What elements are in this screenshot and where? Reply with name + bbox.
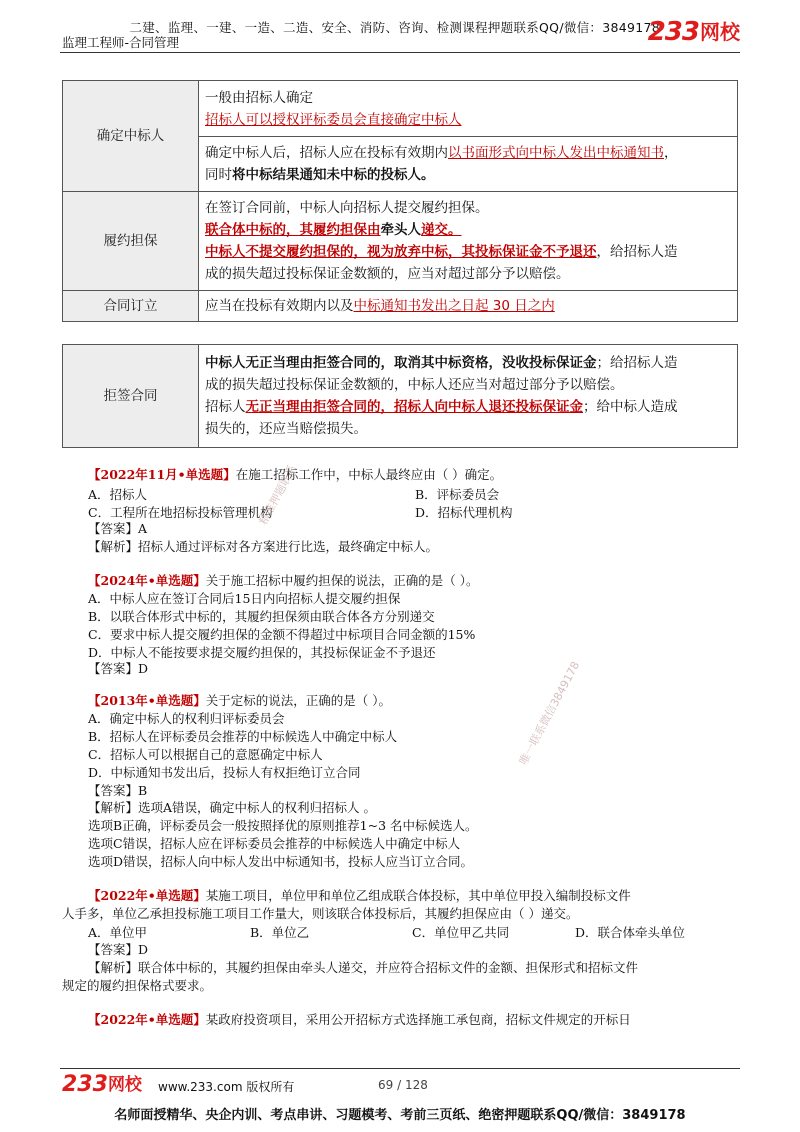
option-a: A．确定中标人的权利归评标委员会	[88, 711, 285, 726]
highlight-text: 中标人不提交履约担保的，视为放弃中标，其投标保证金不予退还	[205, 244, 597, 260]
cell-text: ，给招标人造	[596, 244, 678, 260]
answer: 【答案】D	[88, 942, 149, 957]
footer-copyright: www.233.com 版权所有	[158, 1080, 295, 1094]
analysis: 【解析】招标人通过评标对各方案进行比选，最终确定中标人。	[88, 539, 439, 554]
option-a: A．单位甲	[88, 925, 148, 940]
cell-text: 一般由招标人确定	[205, 90, 313, 106]
row-label: 拒签合同	[63, 345, 199, 448]
cell-text: 在签订合同前，中标人向招标人提交履约担保。	[205, 200, 489, 216]
question-5-stem	[88, 1011, 631, 1030]
question-text: 人手多，单位乙承担投标施工项目工作量大，则该联合体投标后，其履约担保应由（ ）递交。	[62, 906, 579, 921]
question-text: 关于施工招标中履约担保的说法，正确的是（ ）。	[205, 573, 479, 588]
highlight-text: 牵头人	[380, 222, 421, 238]
option-b: B．招标人在评标委员会推荐的中标候选人中确定中标人	[88, 729, 398, 744]
analysis-line: 选项D错误，招标人向中标人发出中标通知书，投标人应当订立合同。	[88, 854, 474, 869]
bid-award-table	[62, 80, 738, 322]
watermark: 唯一联系微信3849178	[516, 659, 583, 768]
row-label: 合同订立	[63, 291, 199, 322]
watermark: 精准押题联系	[256, 462, 300, 528]
option-b: B．评标委员会	[415, 487, 500, 502]
highlight-text: 中标通知书发出之日起 30 日之内	[353, 298, 555, 314]
question-tag: 【2022年•单选题】	[88, 1012, 206, 1027]
brand-logo	[648, 14, 740, 46]
option-b: B．单位乙	[250, 925, 310, 940]
question-text: 关于定标的说法，正确的是（ ）。	[205, 693, 392, 708]
analysis: 【解析】联合体中标的，其履约担保由牵头人递交，并应符合招标文件的金额、担保形式和招标文件	[88, 960, 639, 975]
header-courses: 二建、监理、一建、一造、二造、安全、消防、咨询、检测课程押题联系QQ/微信：3849178	[129, 20, 660, 35]
table-cell	[199, 291, 738, 322]
answer: 【答案】B	[88, 783, 148, 798]
logo-number: 233	[62, 1072, 108, 1097]
option-c: C．招标人可以根据自己的意愿确定中标人	[88, 747, 323, 762]
analysis-line: 选项C错误，招标人应在评标委员会推荐的中标候选人中确定中标人	[88, 836, 461, 851]
cell-text: 成的损失超过投标保证金数额的，中标人还应当对超过部分予以赔偿。	[205, 377, 624, 393]
footer-divider	[60, 1068, 740, 1069]
option-a: A．中标人应在签订合同后15日内向招标人提交履约担保	[88, 591, 401, 606]
answer: 【答案】A	[88, 521, 148, 536]
answer: 【答案】D	[88, 661, 149, 676]
cell-text: 确定中标人后，招标人应在投标有效期内	[205, 145, 448, 161]
option-b: B．以联合体形式中标的，其履约担保须由联合体各方分别递交	[88, 609, 435, 624]
analysis-line: 选项B正确，评标委员会一般按照择优的原则推荐1~3 名中标候选人。	[88, 818, 478, 833]
logo-text: 网校	[107, 1075, 142, 1095]
table-row	[63, 291, 738, 322]
option-d: D．联合体牵头单位	[575, 925, 686, 940]
table-row	[63, 81, 738, 137]
cell-text: 成的损失超过投标保证金数额的，应当对超过部分予以赔偿。	[205, 266, 570, 282]
highlight-text: 无正当理由拒签合同的，招标人向中标人退还投标保证金	[245, 399, 583, 415]
question-tag: 【2022年11月•单选题】	[88, 467, 236, 482]
cell-text: ，	[664, 145, 678, 161]
table-cell	[199, 192, 738, 291]
option-d: D．中标通知书发出后，投标人有权拒绝订立合同	[88, 765, 361, 780]
question-tag: 【2024年•单选题】	[88, 573, 206, 588]
header-divider	[60, 52, 740, 53]
question-text: 在施工招标工作中，中标人最终应由（ ）确定。	[235, 467, 503, 482]
cell-text: 损失的，还应当赔偿损失。	[205, 421, 367, 437]
highlight-text: 招标人可以授权评标委员会直接确定中标人	[205, 112, 462, 128]
table-cell	[199, 345, 738, 448]
question-text: 某政府投资项目，采用公开招标方式选择施工承包商，招标文件规定的开标日	[205, 1012, 631, 1027]
table-row	[63, 345, 738, 448]
row-label: 确定中标人	[63, 81, 199, 192]
refuse-contract-table	[62, 344, 738, 448]
option-a: A．招标人	[88, 487, 148, 502]
question-tag: 【2022年•单选题】	[88, 888, 206, 903]
analysis-line: 规定的履约担保格式要求。	[62, 978, 213, 993]
cell-text: ；给招标人造	[596, 355, 678, 371]
page-number: 69 / 128	[378, 1078, 428, 1092]
logo-number: 233	[647, 17, 699, 47]
question-2-stem	[88, 572, 479, 591]
logo-text: 网校	[700, 20, 740, 44]
cell-text: 招标人	[205, 399, 246, 415]
highlight-text: 递交。	[421, 222, 462, 238]
footer-logo	[62, 1074, 142, 1096]
question-text: 某施工项目，单位甲和单位乙组成联合体投标，其中单位甲投入编制投标文件	[205, 888, 631, 903]
option-d: D．中标人不能按要求提交履约担保的，其投标保证金不予退还	[88, 645, 436, 660]
cell-text: 应当在投标有效期内以及	[205, 298, 354, 314]
table-cell	[199, 137, 738, 192]
cell-text: 同时	[205, 167, 232, 183]
cell-text: ；给中标人造成	[583, 399, 678, 415]
question-3-stem	[88, 692, 391, 711]
bold-text: 将中标结果通知未中标的投标人。	[232, 167, 435, 183]
header-subtitle: 监理工程师-合同管理	[62, 35, 180, 50]
option-c: C．要求中标人提交履约担保的金额不得超过中标项目合同金额的15%	[88, 627, 476, 642]
question-tag: 【2013年•单选题】	[88, 693, 206, 708]
question-4-stem	[88, 887, 631, 906]
analysis: 【解析】选项A错误，确定中标人的权利归招标人 。	[88, 800, 377, 815]
highlight-text: 以书面形式向中标人发出中标通知书	[448, 145, 664, 161]
option-c: C．工程所在地招标投标管理机构	[88, 505, 273, 520]
highlight-text: 联合体中标的，其履约担保由	[205, 222, 381, 238]
row-label: 履约担保	[63, 192, 199, 291]
bold-text: 中标人无正当理由拒签合同的，取消其中标资格，没收投标保证金	[205, 355, 597, 371]
footer-promo: 名师面授精华、央企内训、考点串讲、习题模考、考前三页纸、绝密押题联系QQ/微信：3849178	[114, 1108, 686, 1123]
option-c: C．单位甲乙共同	[412, 925, 510, 940]
table-row	[63, 192, 738, 291]
option-d: D．招标代理机构	[415, 505, 513, 520]
table-cell	[199, 81, 738, 137]
